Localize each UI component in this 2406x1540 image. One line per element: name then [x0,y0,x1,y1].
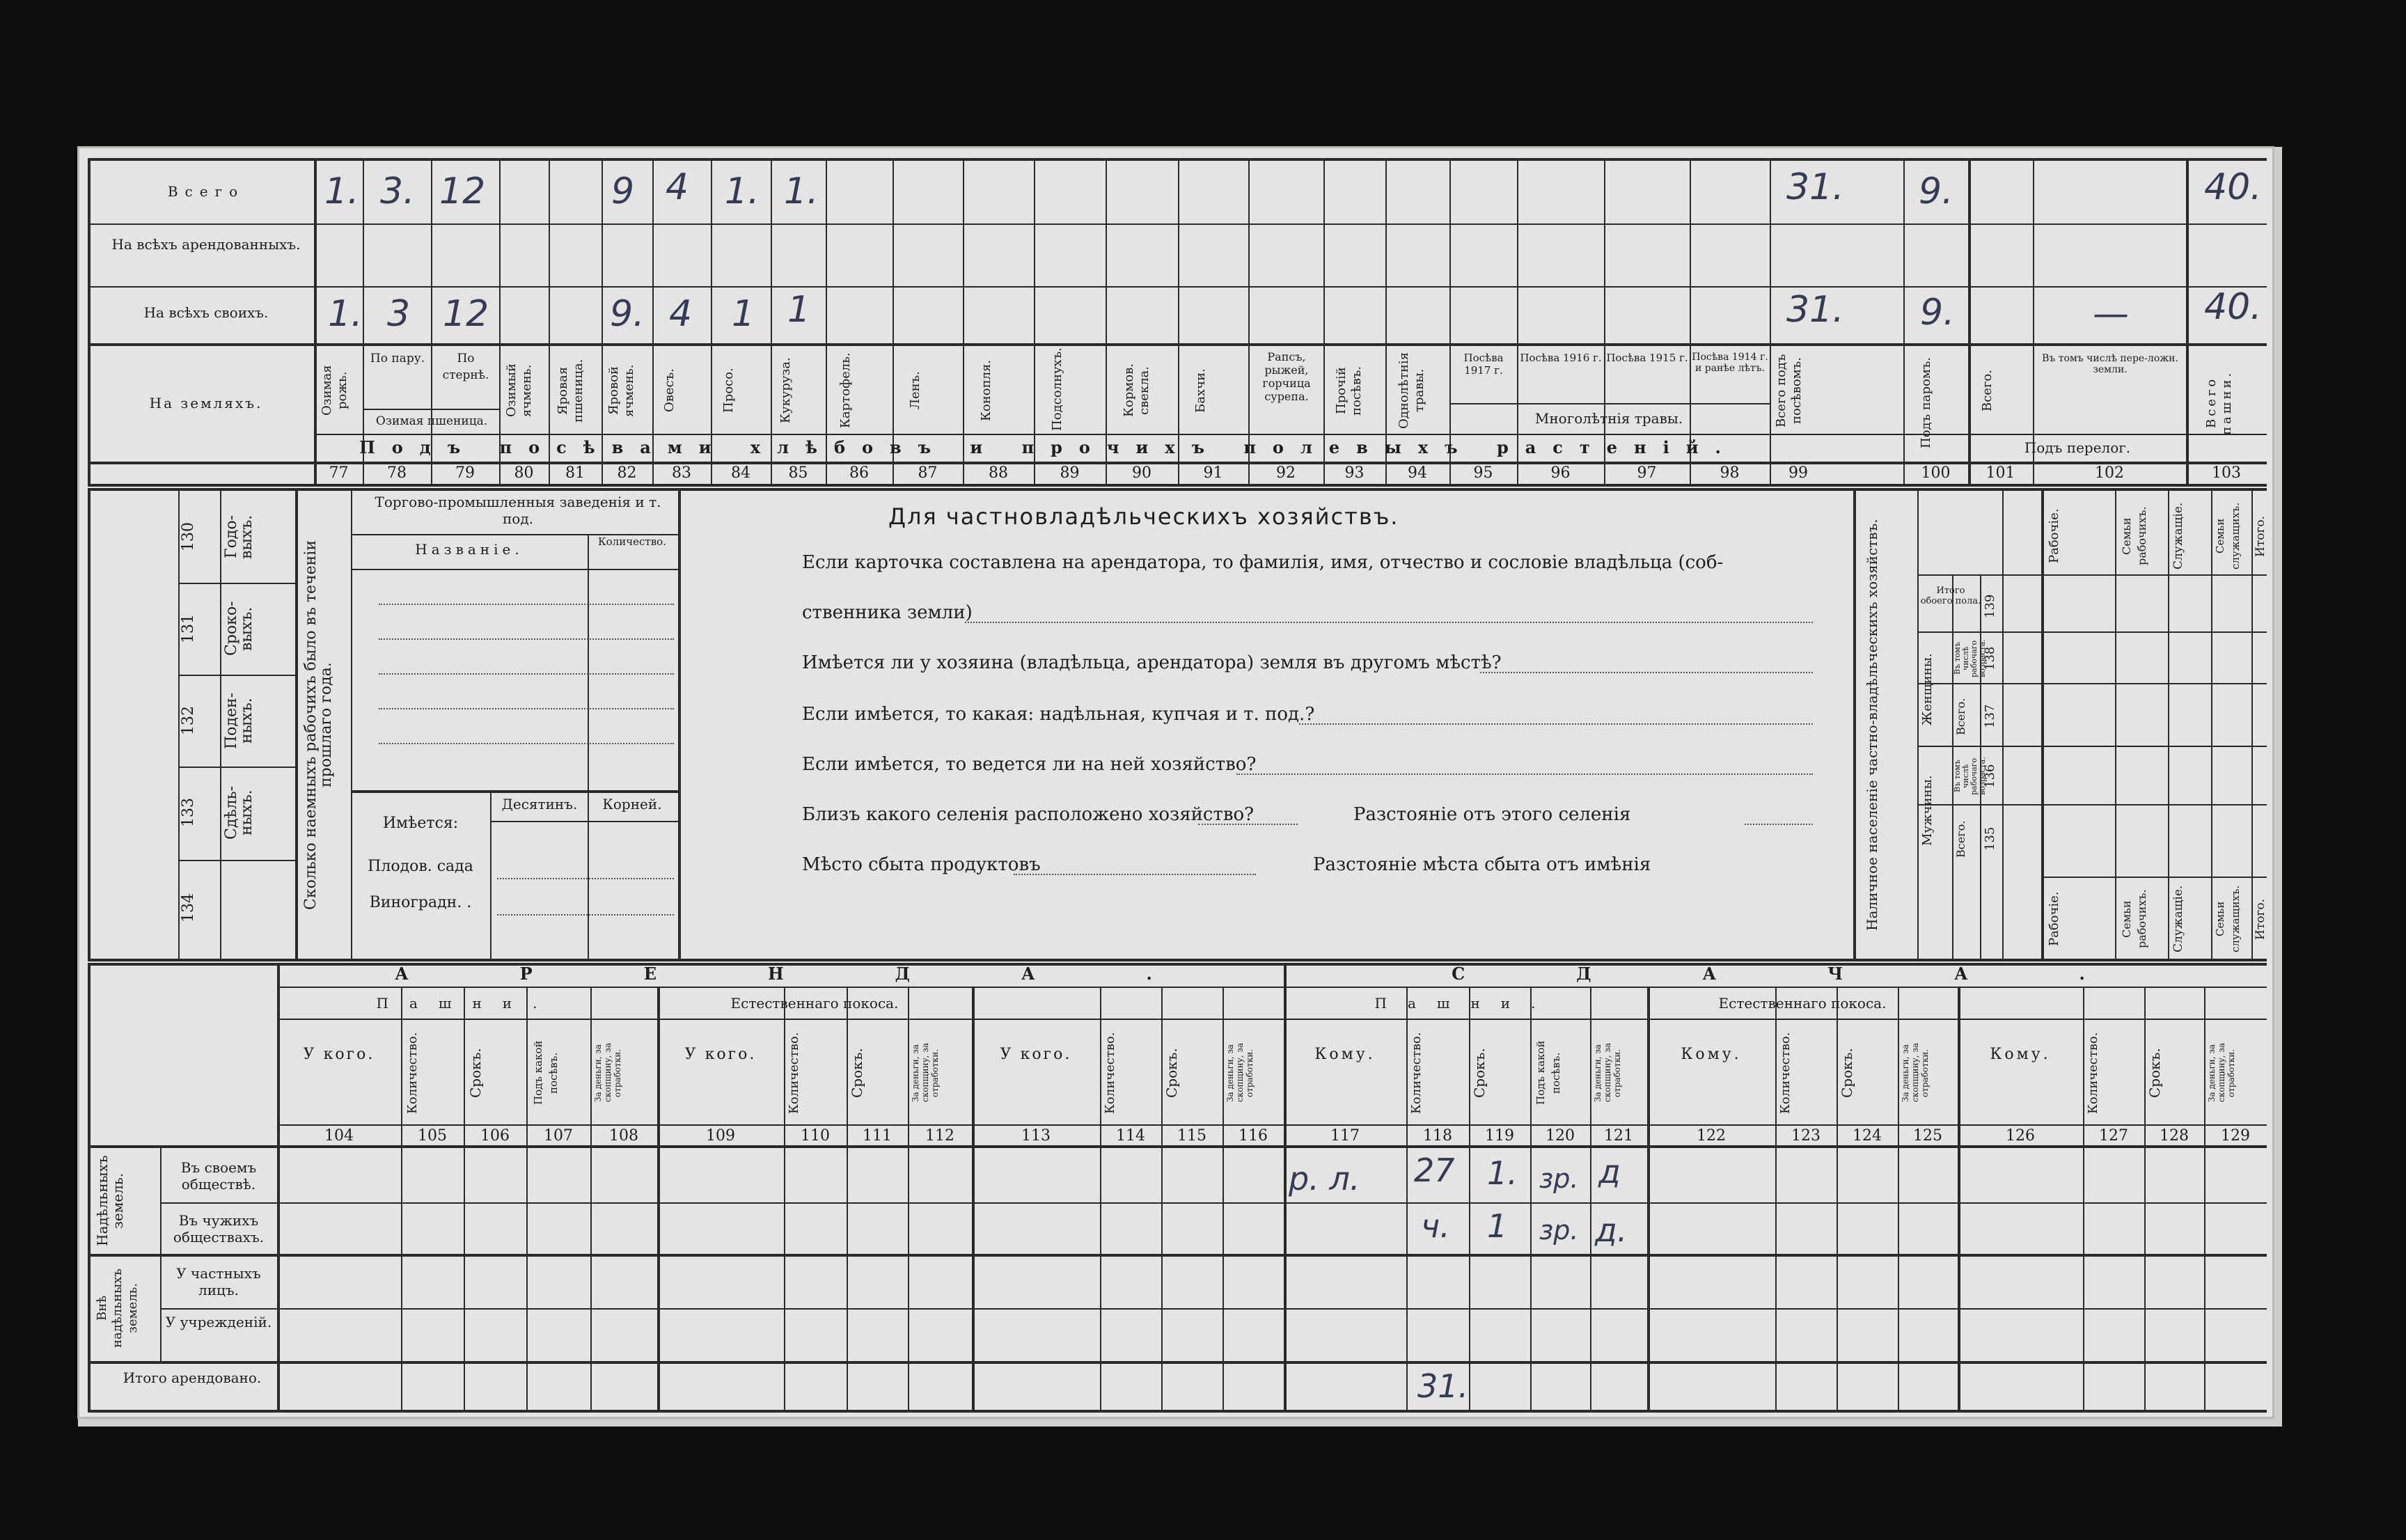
col-num: 90 [1132,464,1151,482]
col-num: 111 [863,1127,892,1145]
col-82-header: Яровой ячмень. [606,364,636,417]
col-num: 121 [1604,1127,1633,1145]
col-num: 88 [989,464,1008,482]
col-103-header: Всего пашни. [2204,370,2234,435]
hw-value: 1 [787,289,811,331]
col-num: 127 [2099,1127,2128,1145]
col-132-label: Поден-ныхъ. [223,692,255,749]
hw-value: д. [1595,1211,1628,1249]
col-num: 119 [1485,1127,1514,1145]
col-133-num: 133 [180,798,197,827]
col-num: 128 [2160,1127,2189,1145]
col-num: 108 [609,1127,638,1145]
women-label: Женщины. [1920,653,1935,725]
col-num: 100 [1921,464,1951,482]
population-label: Наличное населенiе частно-владѣльческихъ хозяйствъ. [1864,519,1880,931]
middle-section [88,488,2267,961]
private-holdings-form [686,488,1855,959]
hired-workers-block [88,488,297,959]
pop-num-135: 135 [1983,826,1997,851]
col-89-header: Подсолнухъ. [1050,347,1064,431]
women-vsego: Всего. [1954,698,1967,735]
itogo-obsh-label: Итого обоего пола. [1920,586,1981,606]
col-132-num: 132 [180,706,197,735]
col-num: 83 [672,464,691,482]
col-num: 116 [1239,1127,1268,1145]
col-num: 87 [918,464,938,482]
col-num: 85 [788,464,808,482]
col-106-header: Срокъ. [467,1048,484,1098]
sdacha-pokosa-label: Естественнаго покоса. [1718,995,1887,1012]
hw-value: 27 [1414,1152,1455,1189]
form-line-owner-cont: ственника земли) [802,602,973,623]
col-num: 104 [324,1127,354,1145]
col-num: 102 [2095,464,2124,482]
semi-rabochikh-footer: Семьи рабочихъ. [2120,889,2148,949]
col-num: 80 [514,464,534,482]
hw-value: — [2093,293,2129,335]
col-num: 98 [1720,464,1740,482]
hw-value: 1. [784,171,819,212]
hw-value: 31. [1786,289,1844,331]
col-101-header: Всего. [1980,370,1995,411]
col-num: 110 [801,1127,830,1145]
crops-table [88,158,2267,485]
form-line-owner: Если карточка составлена на арендатора, то фамилiя, имя, отчество и сословiе владѣльца (соб- [802,552,1724,573]
col-num: 95 [1473,464,1493,482]
row-label-vsego: Всего [167,183,245,200]
col-num: 105 [418,1127,447,1145]
row-label-na-zemlyakh: На земляхъ. [149,395,263,411]
col-num: 124 [1853,1127,1882,1145]
hw-value: 31. [1417,1367,1469,1405]
col-130-label: Годо-выхъ. [223,514,255,559]
sdacha-title: СДАЧА. [1452,964,2196,984]
pop-num-138: 138 [1983,646,1997,671]
hw-value: ч. [1421,1207,1450,1245]
itogo-header: Итого. [2254,515,2267,557]
mnogoletnie-label: Многолѣтнiя травы. [1534,410,1683,427]
rent-table [88,963,2267,1413]
form-line-farmed: Если имѣется, то ведется ли на ней хозяйство? [802,754,1257,775]
col-95-header: Посѣва 1917 г. [1463,352,1504,377]
col-125-header: За деньги, за скопщину, за отработки. [1901,1043,1930,1103]
col-85-header: Кукуруза. [778,357,793,424]
col-120-header: Подъ какой посѣвъ. [1534,1040,1562,1106]
col-93-header: Прочiй посѣвъ. [1334,366,1364,416]
col-num: 106 [480,1127,510,1145]
form-line-other-land: Имѣется ли у хозяина (владѣльца, арендатора) земля въ другомъ мѣстѣ? [802,652,1502,673]
men-vsego: Всего. [1954,820,1967,858]
col-96-header: Посѣва 1916 г. [1520,352,1602,364]
col-124-header: Срокъ. [1839,1048,1855,1098]
col-num: 97 [1637,464,1657,482]
col-num: 120 [1546,1127,1575,1145]
col-94-header: Однолѣтнiя травы. [1397,352,1426,430]
col-num: 84 [731,464,750,482]
col-num: 92 [1276,464,1296,482]
hw-value: 1. [1487,1154,1518,1192]
pop-num-136: 136 [1983,764,1997,789]
col-num: 126 [2006,1127,2035,1145]
col-105-header: Количество. [405,1032,420,1114]
col-129-header: За деньги, за скопщину, за отработки. [2207,1043,2236,1103]
hw-value: 12 [439,171,486,212]
col-num: 91 [1203,464,1223,482]
col-num: 94 [1408,464,1427,482]
trade-establishments-block [351,488,685,959]
hw-value: 9. [1919,171,1953,212]
row-svoem-obshchestve: Въ своемъ обществѣ. [180,1159,257,1193]
col-123-header: Количество. [1778,1032,1793,1114]
col-90-header: Кормов. свекла. [1122,363,1151,418]
col-131-num: 131 [180,614,197,643]
hw-value: 1. [328,293,363,335]
col-110-header: Количество. [787,1032,801,1114]
hw-value: 40. [2204,286,2262,328]
col-111-header: Срокъ. [849,1048,865,1098]
pop-num-137: 137 [1983,704,1997,729]
col-num: 115 [1177,1127,1206,1145]
hw-value: 9. [610,293,645,335]
col-116-header: За деньги, за скопщину, за отработки. [1225,1043,1255,1103]
semi-rabochikh-header: Семьи рабочихъ. [2120,506,2148,566]
col-num: 103 [2212,464,2241,482]
col-100-header: Подъ паромъ. [1919,356,1933,448]
row-itogo-arendovano: Итого арендовано. [123,1369,262,1386]
col-81-header: Яровая пшеница. [556,359,585,423]
korney-header: Корней. [602,796,662,812]
col-119-header: Срокъ. [1471,1048,1488,1098]
row-label-arendovannykh: На всѣхъ арендованныхъ. [111,236,301,253]
col-num: 86 [849,464,869,482]
hw-value: 4 [666,166,689,208]
vne-nadel-label: Внѣ надѣльныхъ земель. [95,1268,140,1348]
col-79-header: По стернѣ. [442,352,489,382]
col-115-header: Срокъ. [1163,1048,1180,1098]
col-121-header: За деньги, за скопщину, за отработки. [1593,1043,1622,1103]
pod-perelog-label: Подъ перелог. [2024,439,2131,456]
col-num: 93 [1344,464,1365,482]
row-chuzhikh-obshchestvakh: Въ чужихъ обществахъ. [173,1212,265,1246]
col-num: 123 [1791,1127,1821,1145]
col-num: 82 [617,464,637,482]
hw-value: 1. [725,171,760,212]
col-num: 112 [925,1127,954,1145]
hw-value: 9. [1920,292,1955,333]
col-num: 101 [1986,464,2015,482]
population-block [1855,488,2267,959]
nadel-label: Надѣльныхъ земель. [94,1155,126,1247]
hw-value: 1 [732,293,755,335]
col-114-header: Количество. [1103,1032,1117,1114]
col-num: 114 [1116,1127,1145,1145]
form-line-land-type: Если имѣется, то какая: надѣльная, купчая и т. под.? [802,704,1315,725]
col-num: 125 [1913,1127,1942,1145]
sluzhashchie-header: Служащiе. [2171,502,2185,570]
col-127-header: Количество. [2086,1032,2100,1114]
census-card-sheet [79,148,2272,1417]
sown-crops-banner: Подъ посѣвами хлѣбовъ и прочихъ полевыхъ растенiй. [359,437,1738,457]
col-num: 113 [1021,1127,1051,1145]
hw-value: р. л. [1289,1160,1360,1197]
col-num: 118 [1423,1127,1452,1145]
col-118-header: Количество. [1409,1032,1424,1114]
desyatin-header: Десятинъ. [501,796,578,812]
arenda-pashni-label: Пашни. [376,995,558,1012]
col-107-header: Подъ какой посѣвъ. [532,1040,560,1106]
arenda-title: АРЕНДА. [395,964,1264,984]
col-88-header: Конопля. [979,359,993,422]
form-line-market: Мѣсто сбыта продуктовъ [802,854,1041,875]
trade-name-header: Названiе. [415,541,524,558]
col-99-header: Всего подъ посѣвомъ. [1774,354,1804,427]
men-label: Мужчины. [1920,775,1935,846]
col-num: 78 [387,464,407,482]
col-num: 77 [329,464,349,482]
col-128-header: Срокъ. [2146,1048,2163,1098]
col-134-num: 134 [180,893,197,922]
hw-value: 31. [1786,166,1844,208]
col-num: 109 [706,1127,735,1145]
hw-value: зр. [1539,1215,1579,1246]
col-num: 79 [455,464,475,482]
col-84-header: Просо. [721,368,736,414]
col-86-header: Картофель. [838,352,853,429]
col-num: 99 [1788,464,1808,482]
hw-value: 3 [387,293,411,335]
trade-qty-header: Количество. [598,535,666,548]
col-130-num: 130 [180,522,197,551]
col-131-label: Сроко-выхъ. [223,601,255,657]
semi-sluzhashchikh-header: Семьи служащихъ. [2214,502,2242,570]
col-126-header: Кому. [1990,1046,2051,1063]
col-98-header: Посѣва 1914 г. и ранѣе лѣтъ. [1692,352,1768,374]
col-num: 81 [565,464,585,482]
row-label-svoikh: На всѣхъ своихъ. [143,304,269,321]
hw-value: 12 [443,293,489,335]
hw-value: 1. [324,171,359,212]
col-108-header: За деньги, за скопщину, за отработки. [593,1043,622,1103]
women-rabochego: Въ томъ числѣ рабочаго возраста. [1953,639,1987,678]
trade-title: Торгово-промышленныя заведенiя и т. под. [375,494,661,527]
ozimaya-pshenitsa-label: Озимая пшеница. [375,414,488,428]
hw-value: 4 [669,293,693,335]
hw-value: д [1598,1153,1621,1191]
rabochie-footer: Рабочiе. [2047,891,2061,947]
col-133-label: Сдѣль-ныхъ. [223,785,255,840]
col-num: 117 [1330,1127,1360,1145]
col-122-header: Кому. [1681,1046,1742,1063]
col-117-header: Кому. [1314,1046,1376,1063]
col-77-header: Озимая рожь. [320,365,349,416]
hw-value: 3. [380,171,415,212]
hw-value: 1 [1487,1207,1508,1245]
sluzhashchie-footer: Служащiе. [2171,885,2185,953]
col-92-header: Рапсъ, рыжей, горчица сурепа. [1262,350,1311,403]
hw-value: зр. [1539,1163,1579,1194]
col-num: 129 [2221,1127,2250,1145]
col-num: 89 [1060,464,1080,482]
arenda-pokosa-label: Естественнаго покоса. [730,995,899,1012]
semi-sluzhashchikh-footer: Семьи служащихъ. [2214,885,2242,953]
imeetsya-label: Имѣется: [382,815,459,832]
pop-num-139: 139 [1983,594,1997,619]
hired-workers-label: Сколько наемныхъ рабочихъ было въ теченiи прошлаго года. [302,540,335,910]
rabochie-header: Рабочiе. [2047,508,2061,564]
hw-value: 9 [611,171,635,212]
col-87-header: Ленъ. [908,371,922,410]
form-line-market-distance: Разстоянiе мѣста сбыта отъ имѣнiя [1313,854,1651,875]
men-rabochego: Въ томъ числѣ рабочаго возраста. [1953,757,1987,796]
form-title: Для частновладѣльческихъ хозяйствъ. [888,503,1399,530]
col-78-header: По пару. [370,352,425,366]
col-113-header: У кого. [1000,1046,1072,1063]
col-104-header: У кого. [303,1046,375,1063]
col-102-header: Въ томъ числѣ пере-ложн. земли. [2042,353,2178,375]
col-97-header: Посѣва 1915 г. [1606,352,1688,364]
row-uchrezhdeniy: У учрежденiй. [165,1314,272,1330]
form-line-village-distance: Разстоянiе отъ этого селенiя [1353,804,1631,825]
itogo-footer: Итого. [2254,898,2267,940]
row-chastnykh-lits: У частныхъ лицъ. [176,1265,261,1298]
hw-value: 40. [2204,166,2262,208]
col-112-header: За деньги, за скопщину, за отработки. [911,1043,940,1103]
col-num: 96 [1550,464,1571,482]
sad-label: Плодов. сада [368,858,473,875]
col-83-header: Овесъ. [662,368,677,413]
vinograd-label: Виноградн. . [369,894,472,911]
sdacha-pashni-label: Пашни. [1374,995,1557,1012]
col-num: 107 [544,1127,573,1145]
col-91-header: Бахчи. [1193,368,1208,413]
col-num: 122 [1697,1127,1726,1145]
col-80-header: Озимый ячмень. [504,363,534,418]
form-line-village: Близъ какого селенiя расположено хозяйство? [802,804,1255,825]
col-109-header: У кого. [684,1046,757,1063]
